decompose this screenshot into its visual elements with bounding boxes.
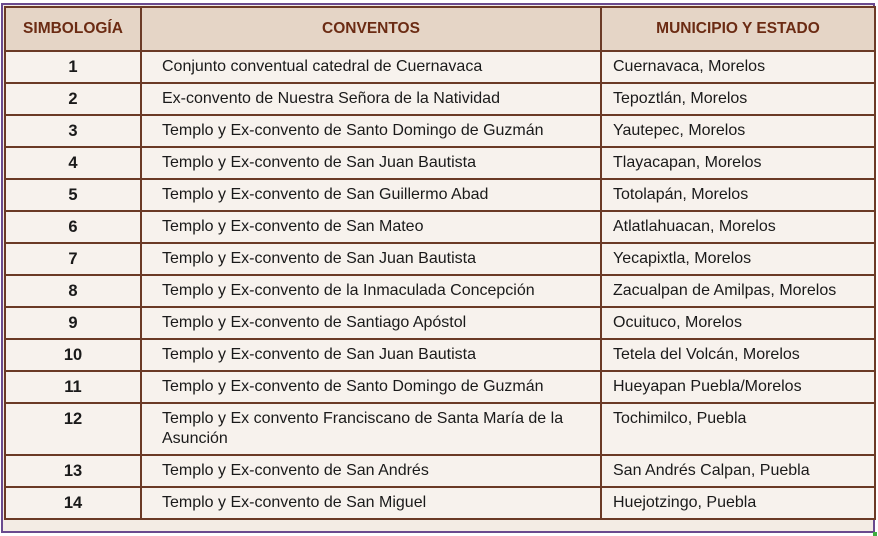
row-location: Hueyapan Puebla/Morelos (601, 371, 875, 403)
table-row (5, 307, 875, 339)
table-header-row (5, 7, 875, 51)
row-number: 1 (5, 51, 141, 83)
row-location: San Andrés Calpan, Puebla (601, 455, 875, 487)
row-location: Huejotzingo, Puebla (601, 487, 875, 519)
row-location: Yautepec, Morelos (601, 115, 875, 147)
row-convent: Templo y Ex-convento de San Mateo (141, 211, 601, 243)
table-row (5, 83, 875, 115)
row-convent: Templo y Ex-convento de Santiago Apóstol (141, 307, 601, 339)
convents-table (4, 6, 876, 520)
row-number: 2 (5, 83, 141, 115)
table-row (5, 339, 875, 371)
header-location: MUNICIPIO Y ESTADO (601, 7, 875, 51)
row-location: Atlatlahuacan, Morelos (601, 211, 875, 243)
row-number: 7 (5, 243, 141, 275)
row-number: 14 (5, 487, 141, 519)
row-number: 3 (5, 115, 141, 147)
corner-marker (873, 532, 877, 536)
row-number: 11 (5, 371, 141, 403)
table-row (5, 455, 875, 487)
row-location: Tlayacapan, Morelos (601, 147, 875, 179)
row-location: Tochimilco, Puebla (601, 403, 875, 455)
row-convent: Templo y Ex-convento de San Guillermo Abad (141, 179, 601, 211)
table-row (5, 371, 875, 403)
table-row (5, 275, 875, 307)
row-location: Yecapixtla, Morelos (601, 243, 875, 275)
row-convent: Templo y Ex-convento de San Miguel (141, 487, 601, 519)
table-row (5, 147, 875, 179)
row-location: Zacualpan de Amilpas, Morelos (601, 275, 875, 307)
table-frame (1, 3, 875, 533)
row-convent: Ex-convento de Nuestra Señora de la Natividad (141, 83, 601, 115)
row-location: Cuernavaca, Morelos (601, 51, 875, 83)
header-convent: CONVENTOS (141, 7, 601, 51)
table-row (5, 403, 875, 455)
table-row (5, 51, 875, 83)
row-number: 13 (5, 455, 141, 487)
row-convent: Templo y Ex-convento de San Juan Bautista (141, 243, 601, 275)
row-number: 9 (5, 307, 141, 339)
row-convent: Templo y Ex-convento de San Juan Bautista (141, 147, 601, 179)
row-number: 8 (5, 275, 141, 307)
row-location: Totolapán, Morelos (601, 179, 875, 211)
row-number: 6 (5, 211, 141, 243)
row-number: 10 (5, 339, 141, 371)
row-convent: Templo y Ex-convento de San Andrés (141, 455, 601, 487)
table-row (5, 211, 875, 243)
row-convent: Templo y Ex-convento de Santo Domingo de Guzmán (141, 371, 601, 403)
table-row (5, 487, 875, 519)
row-convent: Templo y Ex convento Franciscano de Santa María de la Asunción (141, 403, 601, 455)
row-number: 4 (5, 147, 141, 179)
row-number: 5 (5, 179, 141, 211)
table-row (5, 243, 875, 275)
table-row (5, 115, 875, 147)
header-symbol: SIMBOLOGÍA (5, 7, 141, 51)
row-convent: Templo y Ex-convento de Santo Domingo de Guzmán (141, 115, 601, 147)
row-convent: Templo y Ex-convento de San Juan Bautista (141, 339, 601, 371)
table-row (5, 179, 875, 211)
row-location: Tepoztlán, Morelos (601, 83, 875, 115)
row-location: Ocuituco, Morelos (601, 307, 875, 339)
row-convent: Templo y Ex-convento de la Inmaculada Concepción (141, 275, 601, 307)
row-location: Tetela del Volcán, Morelos (601, 339, 875, 371)
row-convent: Conjunto conventual catedral de Cuernavaca (141, 51, 601, 83)
row-number: 12 (5, 403, 141, 455)
